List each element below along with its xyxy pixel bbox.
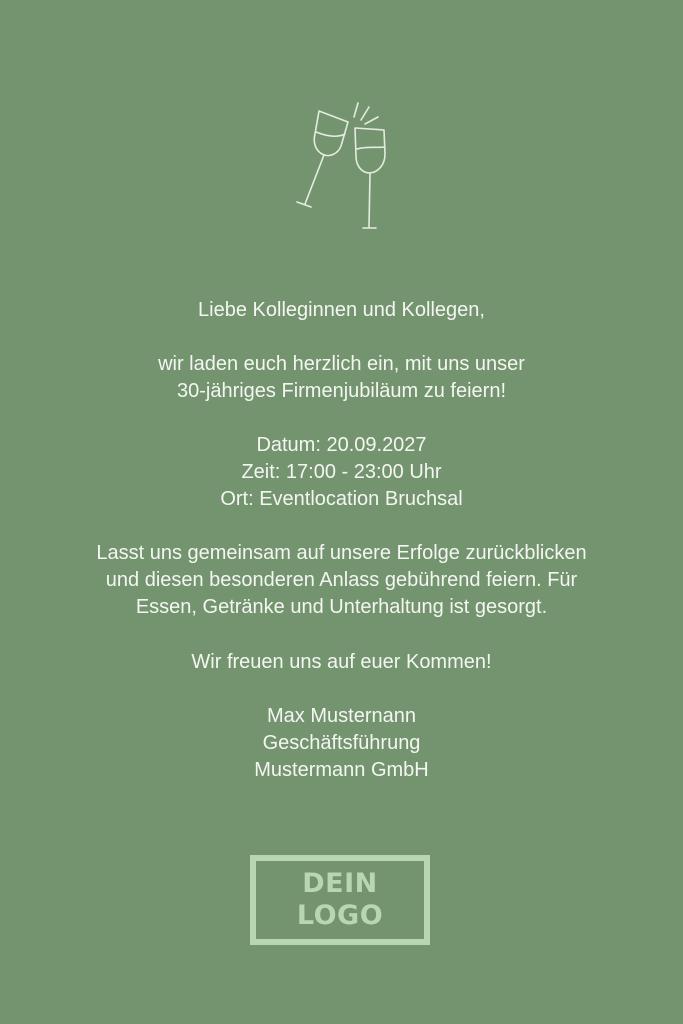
event-details: [20, 432, 663, 513]
logo-text-line: DEIN: [302, 868, 378, 899]
signature-company: Mustermann GmbH: [254, 759, 429, 781]
signature-block: [20, 703, 663, 784]
body-line: Essen, Getränke und Unterhaltung ist gesorgt.: [135, 596, 548, 618]
intro-line: 30-jähriges Firmenjubiläum zu feiern!: [176, 380, 507, 402]
greeting-line: Liebe Kolleginnen und Kollegen,: [198, 299, 485, 321]
greeting-text: [20, 297, 663, 324]
closing-line: Wir freuen uns auf euer Kommen!: [191, 651, 492, 673]
signature-role: Geschäftsführung: [262, 732, 421, 754]
signature-name: Max Musternann: [267, 705, 416, 727]
intro-line: wir laden euch herzlich ein, mit uns unser: [158, 353, 525, 375]
event-time: Zeit: 17:00 - 23:00 Uhr: [241, 461, 442, 483]
logo-placeholder: [250, 855, 430, 945]
body-paragraph: [20, 540, 663, 621]
champagne-glasses-toast-icon: [291, 98, 391, 232]
body-line: Lasst uns gemeinsam auf unsere Erfolge zurückblicken: [96, 542, 587, 564]
event-date: Datum: 20.09.2027: [256, 434, 427, 456]
closing-text: [20, 649, 663, 676]
body-line: und diesen besonderen Anlass gebührend feiern. Für: [105, 569, 578, 591]
logo-text-line: LOGO: [296, 900, 384, 931]
intro-paragraph: [20, 351, 663, 405]
event-location: Ort: Eventlocation Bruchsal: [220, 488, 463, 510]
